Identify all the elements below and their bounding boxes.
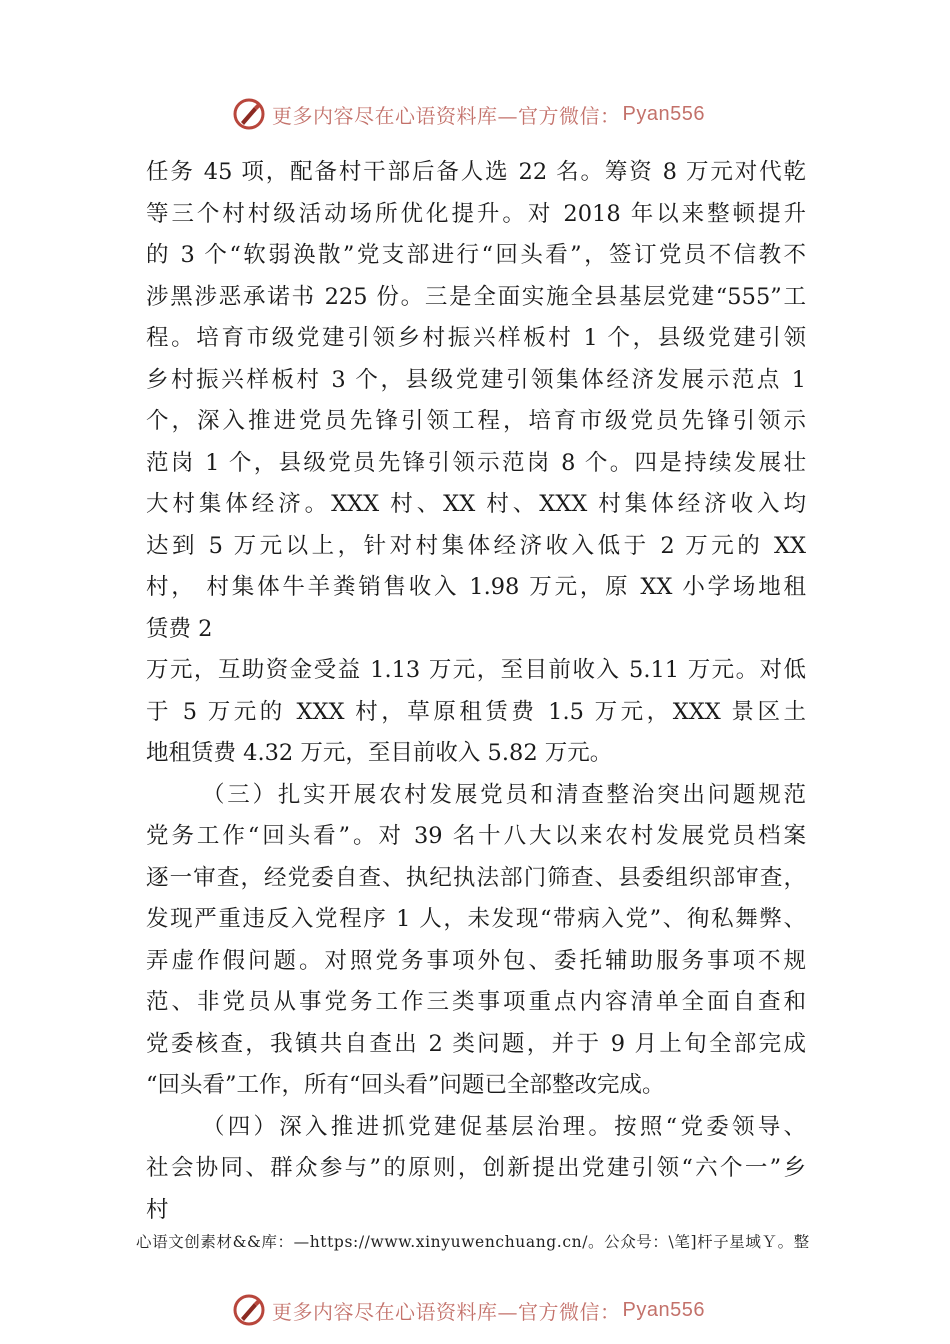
section-heading-line: （三）扎实开展农村发展党员和清查整治突出问题规范 <box>202 781 806 808</box>
text-line: 程。培育市级党建引领乡村振兴样板村 1 个，县级党建引领 <box>146 325 806 351</box>
text-line: 等三个村村级活动场所优化提升。对 2018 年以来整顿提升 <box>146 200 806 227</box>
text-line: 社会协同、群众参与”的原则，创新提出党建引领“六个一”乡 <box>146 1155 806 1181</box>
text-line: 范岗 1 个，县级党员先锋引领示范岗 8 个。四是持续发展壮 <box>146 449 806 476</box>
text-line: 党委核查，我镇共自查出 2 类问题，并于 9 月上旬全部完成 <box>146 1030 806 1057</box>
text-line: 赁费 2 <box>146 615 213 642</box>
text-line: 村 <box>146 1196 169 1223</box>
pen-seal-icon <box>232 97 266 131</box>
footer-source-note: 心语文创素材&&库：—https://www.xinyuwenchuang.cn/。公众号：\笔]杆子星域Ｙ。整 <box>136 1233 810 1251</box>
text-line: 乡村振兴样板村 3 个，县级党建引领集体经济发展示范点 1 <box>146 366 806 393</box>
watermark-handle: Pyan556 <box>622 102 705 125</box>
watermark-header <box>232 96 705 132</box>
text-line: 万元，互助资金受益 1.13 万元，至目前收入 5.11 万元。对低 <box>146 657 806 683</box>
text-line: 大村集体经济。XXX 村、XX 村、XXX 村集体经济收入均 <box>146 491 806 517</box>
text-line: 村， 村集体牛羊粪销售收入 1.98 万元，原 XX 小学场地租 <box>146 574 806 600</box>
text-line: 党务工作“回头看”。对 39 名十八大以来农村发展党员档案 <box>146 823 806 849</box>
document-body <box>146 152 806 1231</box>
text-line: “回头看”工作，所有“回头看”问题已全部整改完成。 <box>146 1072 665 1098</box>
text-line: 弄虚作假问题。对照党务事项外包、委托辅助服务事项不规 <box>146 947 806 974</box>
text-line: 达到 5 万元以上，针对村集体经济收入低于 2 万元的 XX <box>146 532 806 559</box>
text-line: 的 3 个“软弱涣散”党支部进行“回头看”，签订党员不信教不 <box>146 242 806 268</box>
watermark-handle: Pyan556 <box>622 1298 705 1321</box>
text-line: 地租赁费 4.32 万元，至目前收入 5.82 万元。 <box>146 740 613 766</box>
text-line: 于 5 万元的 XXX 村，草原租赁费 1.5 万元，XXX 景区土 <box>146 698 806 725</box>
text-line: 逐一审查，经党委自查、执纪执法部门筛查、县委组织部审查， <box>146 864 806 891</box>
text-line: 涉黑涉恶承诺书 225 份。三是全面实施全县基层党建“555”工 <box>146 283 806 310</box>
section-heading-line: （四）深入推进抓党建促基层治理。按照“党委领导、 <box>202 1113 806 1140</box>
pen-seal-icon <box>232 1293 266 1327</box>
text-line: 任务 45 项，配备村干部后备人选 22 名。筹资 8 万元对代乾 <box>146 159 806 185</box>
watermark-footer <box>232 1292 705 1328</box>
text-line: 发现严重违反入党程序 1 人，未发现“带病入党”、徇私舞弊、 <box>146 906 806 932</box>
text-line: 范、非党员从事党务工作三类事项重点内容清单全面自查和 <box>146 989 806 1015</box>
watermark-text: 更多内容尽在心语资料库—官方微信： <box>272 103 621 128</box>
watermark-text: 更多内容尽在心语资料库—官方微信： <box>272 1299 621 1324</box>
text-line: 个，深入推进党员先锋引领工程，培育市级党员先锋引领示 <box>146 408 806 434</box>
